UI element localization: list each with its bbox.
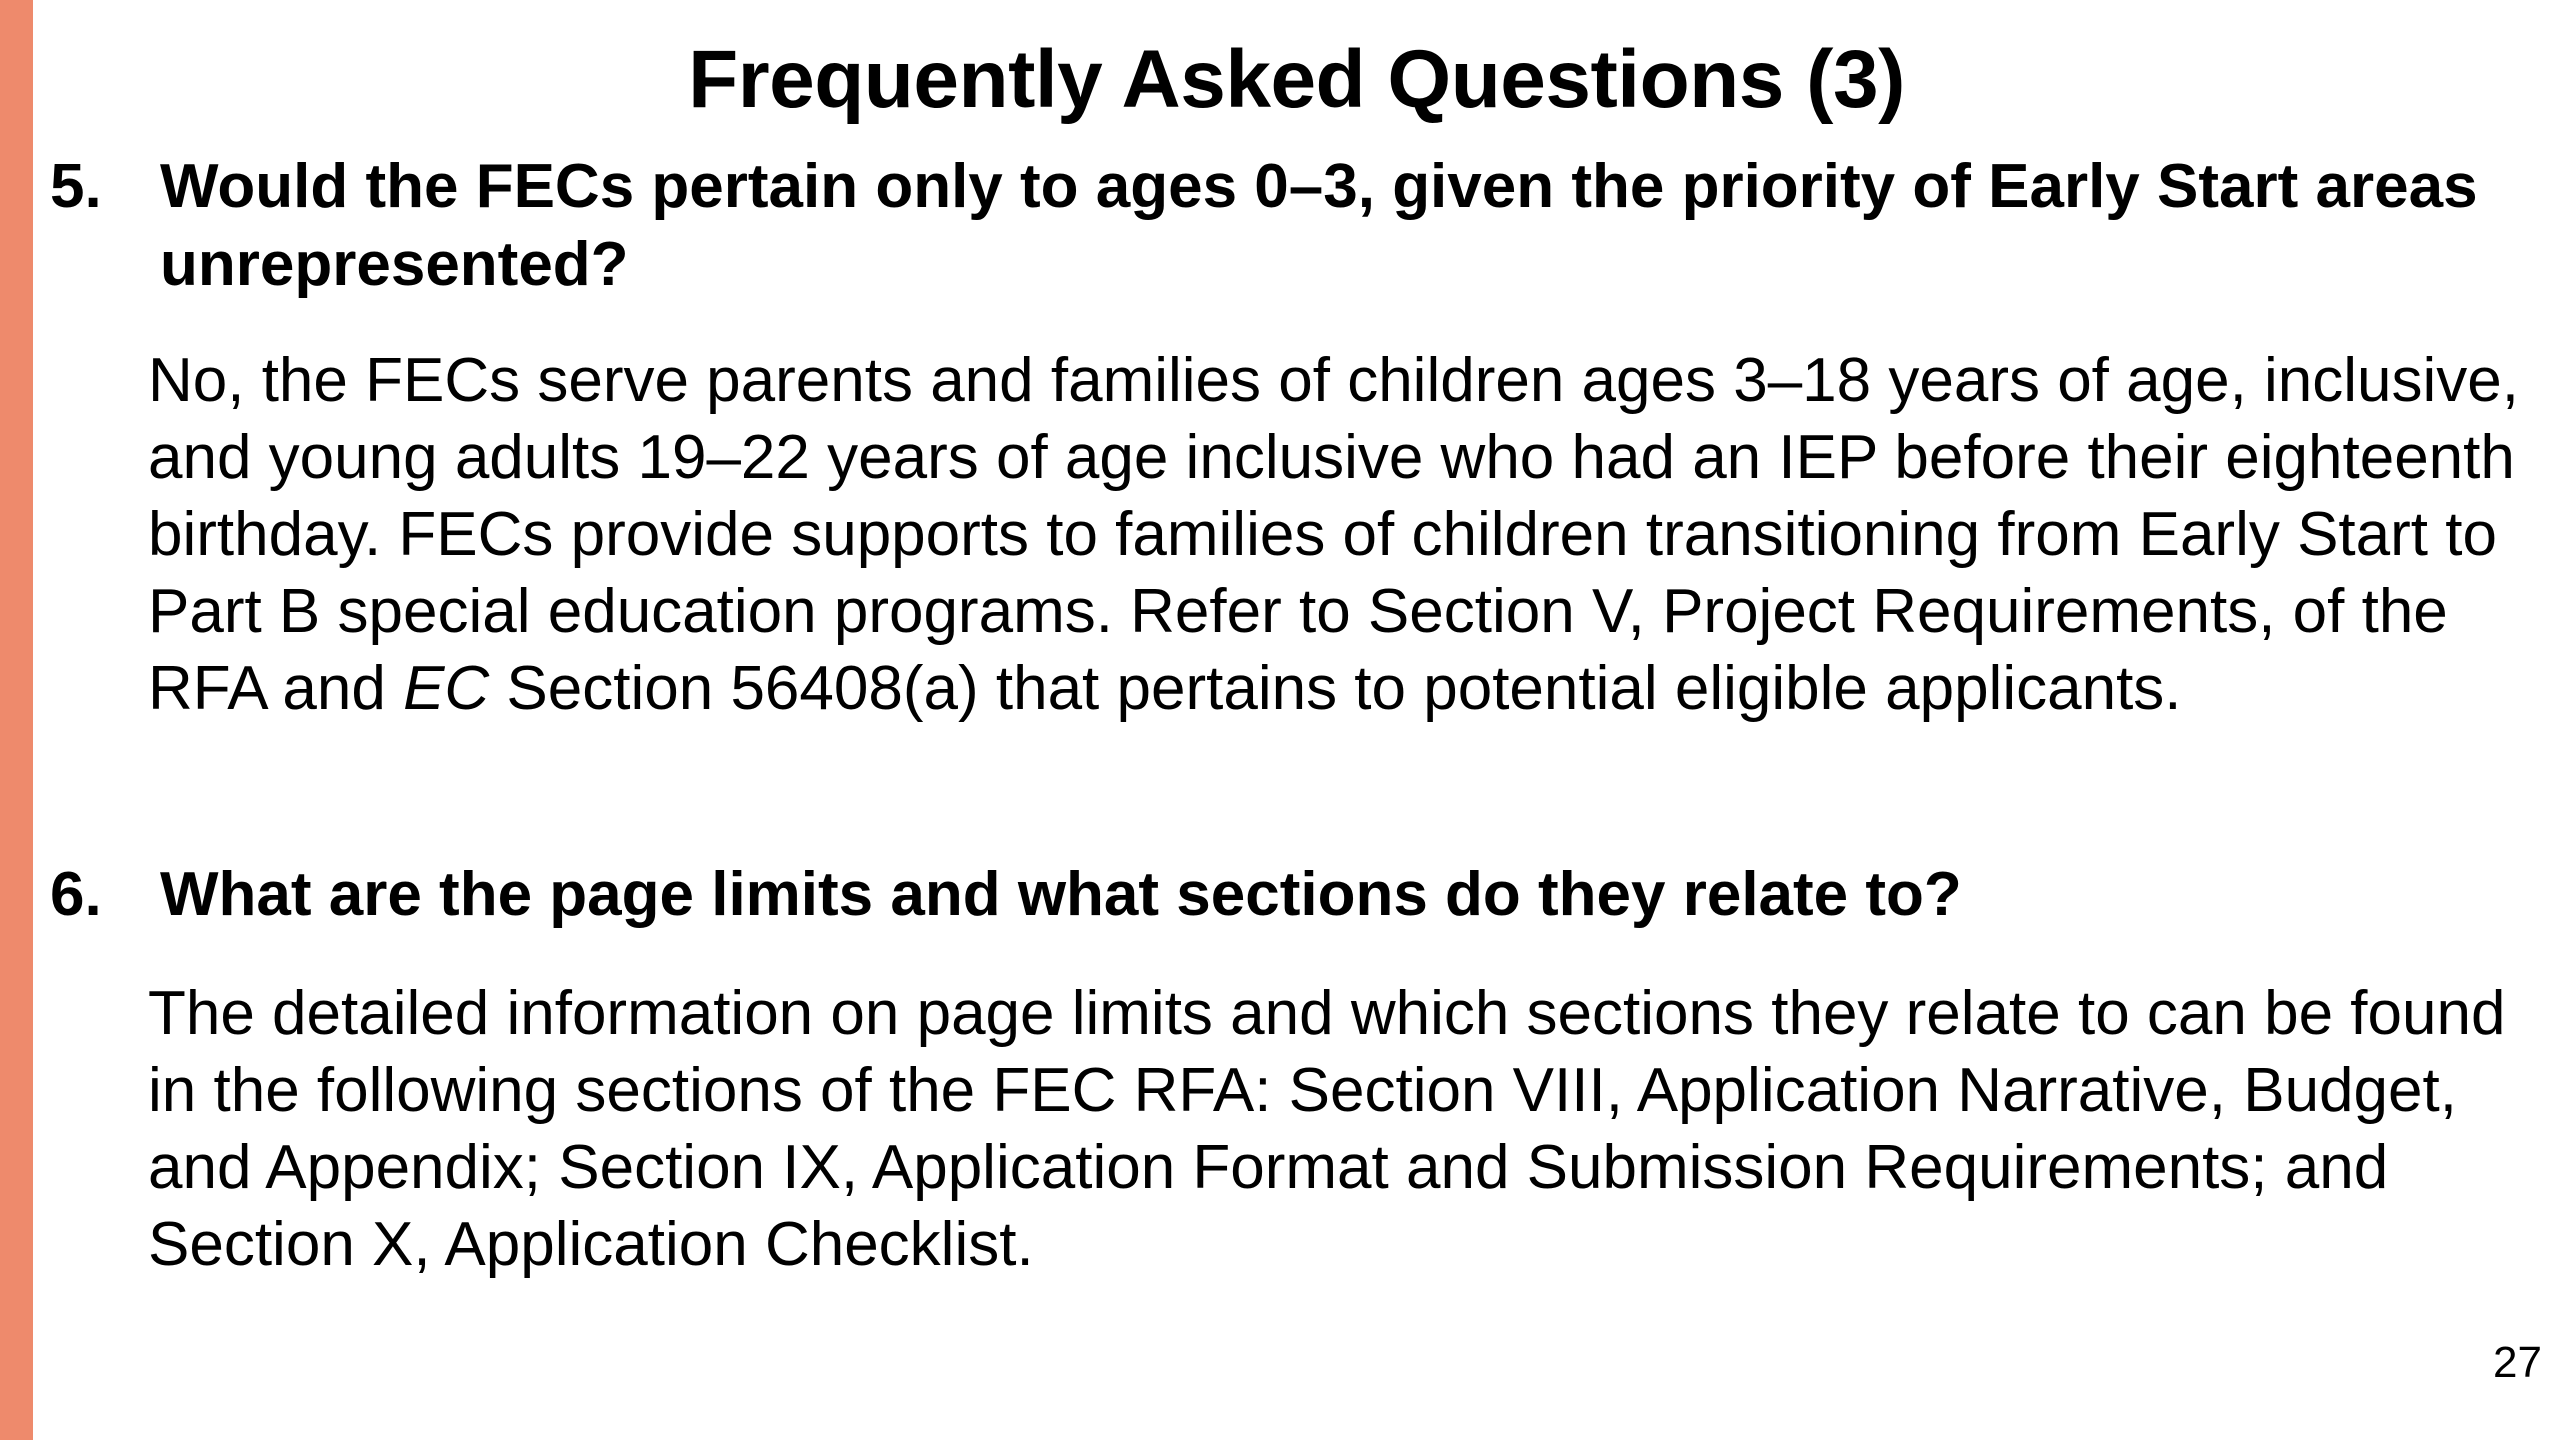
question-number: 5. [50, 152, 102, 221]
question-text: What are the page limits and what sections do they relate to? [160, 860, 1962, 929]
question-6 [50, 856, 2500, 934]
question-text: Would the FECs pertain only to ages 0–3, given the priority of Early Start areas unrepresented? [160, 152, 2478, 299]
accent-bar [0, 0, 33, 1440]
page-number: 27 [2493, 1338, 2542, 1387]
answer-italic-term: EC [403, 654, 490, 723]
question-number: 6. [50, 860, 102, 929]
question-5 [50, 148, 2500, 304]
slide-title: Frequently Asked Questions (3) [688, 34, 1905, 125]
answer-5 [148, 342, 2538, 727]
answer-text: Section 56408(a) that pertains to potential eligible applicants. [489, 654, 2182, 723]
answer-6: The detailed information on page limits and which sections they relate to can be found in the following sections of the FEC RFA: Section VIII, Application Narrative, Budget, and Appendix; Section IX, Application Format and Submission Requirements; and Section X, Application Checklist. [148, 979, 2506, 1279]
answer-text: No, the FECs serve parents and families of children ages 3–18 years of age, inclusive, and young adults 19–22 years of age inclusive who had an IEP before their eighteenth birthday. FECs provide supports to families of children transitioning from Early Start to Part B special education programs. Refer to Section V, Project Requirements, of the RFA and [148, 346, 2520, 723]
